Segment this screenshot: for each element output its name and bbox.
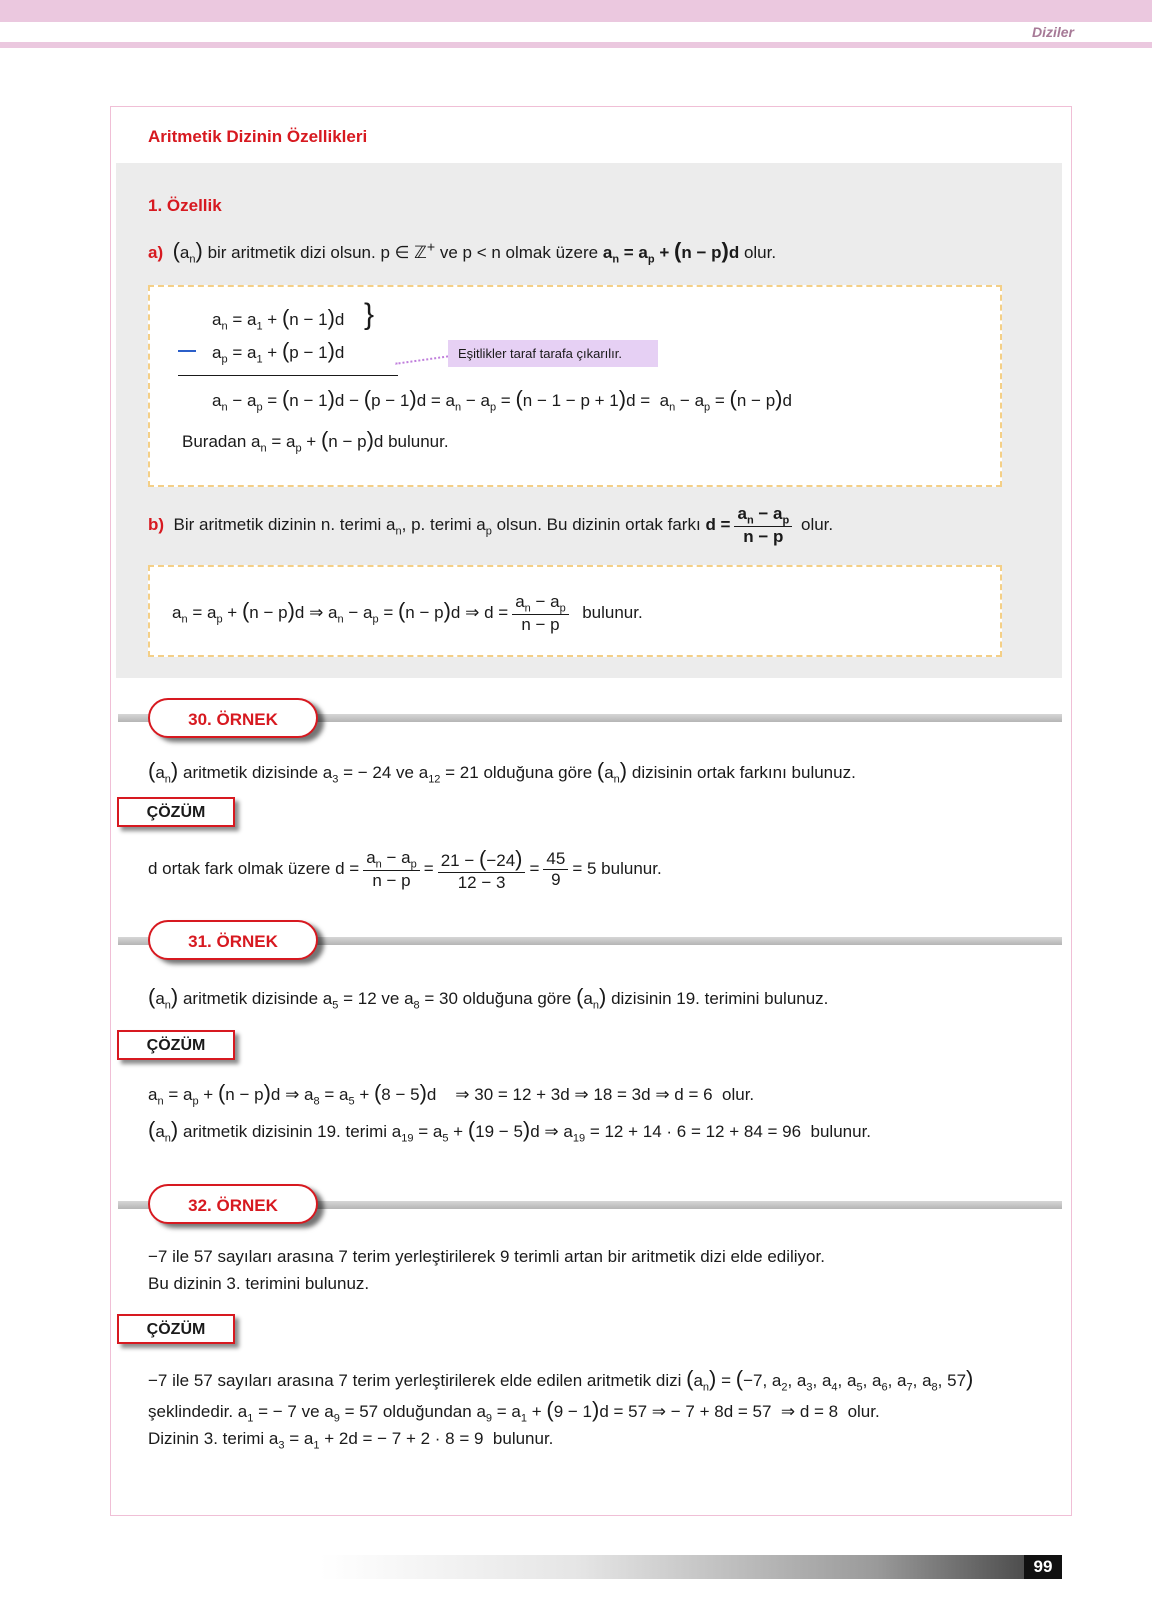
eq-buradan: Buradan $a_n = a_p + (n - p)d$ bulunur. [182, 427, 449, 455]
eq-an: $a_n = a_1 + (n - 1)d$ [212, 305, 345, 333]
example-30-question: $(a_n)$ aritmetik dizisinde $a_3$ = − 24 ve $a_{12} = 21$ olduğuna göre $(a_n)$ dizisinin ortak farkını bulunuz. [148, 758, 856, 786]
example-32-header: 32. ÖRNEK [148, 1184, 318, 1224]
tip-note: Eşitlikler taraf tarafa çıkarılır. [448, 340, 658, 367]
property-b-statement: b) Bir aritmetik dizinin n. terimi $a_n$, p. terimi $a_p$ olsun. Bu dizinin ortak farkı d = $\frac{a_n - a_p}{n - p}$ olur. [148, 504, 834, 547]
property-title: 1. Özellik [148, 196, 222, 215]
example-30-cozum: ÇÖZÜM [117, 797, 235, 827]
section-label: Diziler [1031, 24, 1074, 40]
top-band [0, 0, 1152, 22]
eq-d-derivation: $a_n = a_p + (n - p)d$ ⇒ $a_n - a_p = (n - p)d$ ⇒ d = $\frac{a_n - a_p}{n - p}$ bulunur. [172, 592, 643, 635]
minus-sign [178, 350, 196, 352]
a-text-end: olur. [743, 243, 777, 262]
example-31-cozum: ÇÖZÜM [117, 1030, 235, 1060]
subtraction-line [178, 375, 398, 376]
example-32-question-1: −7 ile 57 sayıları arasına 7 terim yerleştirilerek 9 terimli artan bir aritmetik dizi elde ediliyor. [148, 1247, 825, 1266]
eq-difference: $a_n - a_p = (n - 1)d - (p - 1)d = a_n - a_p = (n - 1 - p + 1)d = a_n - a_p = (n - p)d$ [212, 386, 792, 414]
eq-ap: $a_p = a_1 + (p - 1)d$ [212, 338, 345, 366]
right-brace: } [364, 298, 375, 331]
example-32-solution-1: −7 ile 57 sayıları arasına 7 terim yerleştirilerek elde edilen aritmetik dizi $(a_n) = (-7$, $a_2$, $a_3$, $a_4$, $a_5$, $a_6$, $a_7$, $a_8$, 57) [148, 1366, 974, 1394]
example-32-solution-2: şeklindedir. $a_1$ = − 7 ve $a_9 = 57$ olduğundan $a_9 = a_1 + (9 - 1)d = 57$ ⇒ − 7 + 8d = 57 ⇒ d = 8 olur. [148, 1397, 880, 1425]
example-32-solution-3: Dizinin 3. terimi $a_3 = a_1 + 2d$ = − 7 + 2 · 8 = 9 bulunur. [148, 1429, 554, 1452]
example-31-question: $(a_n)$ aritmetik dizisinde $a_5 = 12$ ve $a_8 = 30$ olduğuna göre $(a_n)$ dizisinin 19. terimini bulunuz. [148, 984, 829, 1012]
page-title: Aritmetik Dizinin Özellikleri [148, 127, 368, 146]
property-a-statement: a) $(a_n)$ bir aritmetik dizi olsun. p ∈ ℤ+ ve p < n olmak üzere $a_n = a_p + (n - p)d$ olur. [148, 238, 777, 266]
example-32-cozum: ÇÖZÜM [117, 1314, 235, 1344]
example-30-solution: d ortak fark olmak üzere d = $\frac{a_n - a_p}{n - p}$ = $\frac{21 - (-24)}{12 - 3}$ = $\frac{45}{9}$ = 5 bulunur. [148, 846, 662, 892]
page-number: 99 [1024, 1555, 1062, 1579]
example-31-solution-2: $(a_n)$ aritmetik dizisinin 19. terimi $a_{19} = a_5 + (19 - 5)d$ ⇒ $a_{19} = 12 + 14 \cdot 6 = 12 + 84 = 96$ bulunur. [148, 1117, 872, 1145]
label-a: a) [148, 243, 164, 262]
a-text-start: bir aritmetik dizi olsun. p ∈ ℤ [207, 243, 427, 262]
example-30-header: 30. ÖRNEK [148, 698, 318, 738]
example-32-question-2: Bu dizinin 3. terimini bulunuz. [148, 1274, 370, 1293]
example-31-solution-1: $a_n = a_p + (n - p)d$ ⇒ $a_8 = a_5 + (8 - 5)d$ ⇒ 30 = 12 + 3d ⇒ 18 = 3d ⇒ d = 6 olur. [148, 1080, 755, 1108]
top-rule [0, 42, 1152, 48]
footer-gradient-bar [320, 1555, 1062, 1579]
example-31-header: 31. ÖRNEK [148, 920, 318, 960]
a-text-mid: ve p < n olmak üzere [439, 243, 599, 262]
